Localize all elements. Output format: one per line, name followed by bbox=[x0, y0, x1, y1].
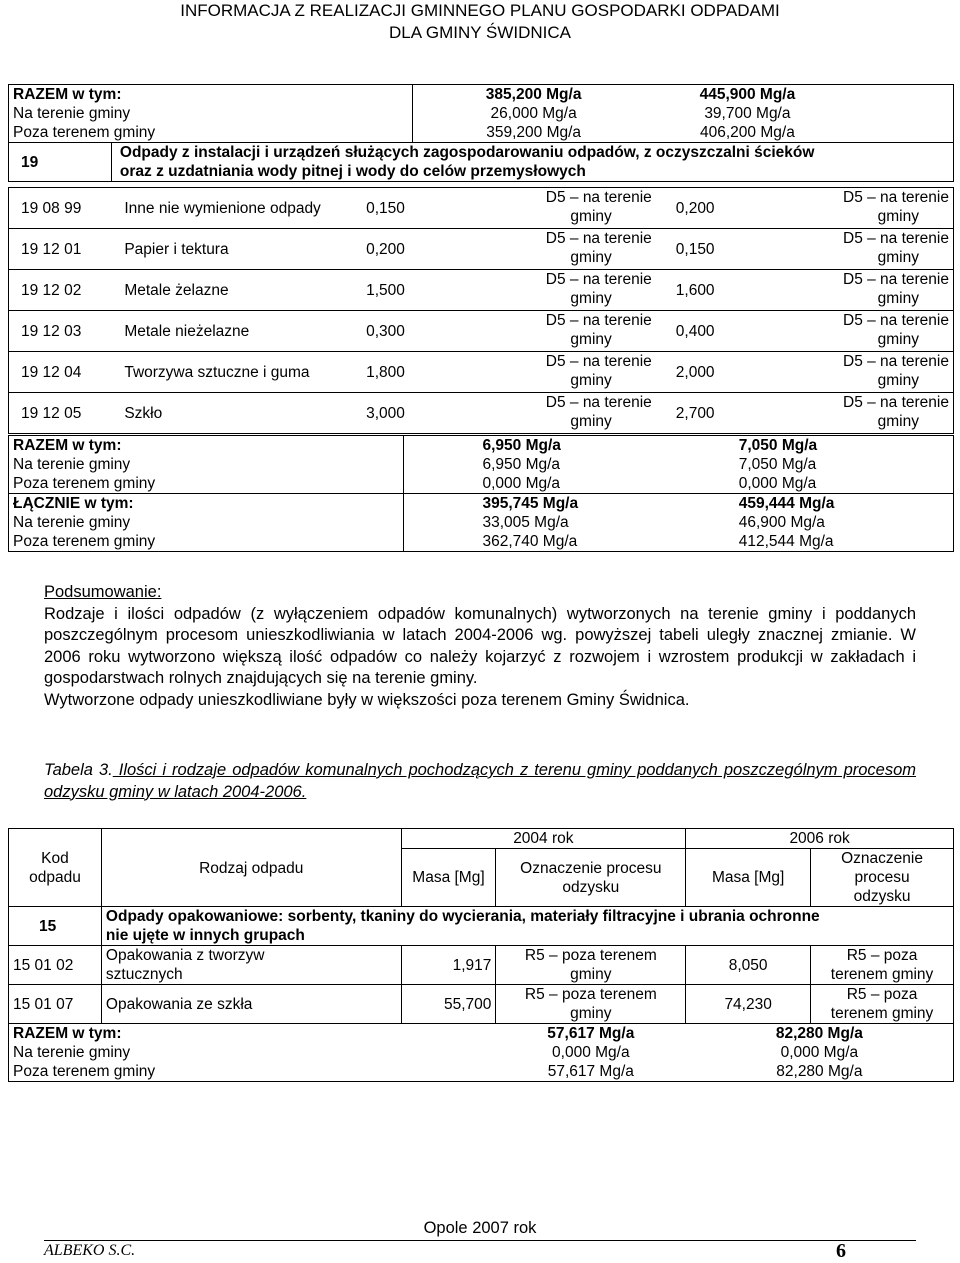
mass-2006: 2,000 bbox=[656, 352, 776, 393]
table-caption bbox=[44, 760, 916, 803]
waste-code: 15 01 02 bbox=[9, 946, 102, 985]
masa-header: Masa [Mg] bbox=[401, 849, 496, 907]
group-title: nie ujęte w innych grupach bbox=[105, 927, 305, 944]
waste-name: sztucznych bbox=[105, 966, 183, 983]
group-code: 19 bbox=[9, 143, 112, 182]
razem-2006: 7,050 Mg/a bbox=[738, 456, 817, 473]
lacznie-2004: 33,005 Mg/a bbox=[482, 514, 569, 531]
process-2006: D5 – na terenie bbox=[843, 353, 949, 370]
lacznie-label: ŁĄCZNIE w tym: bbox=[13, 495, 134, 512]
kod-header: Kod bbox=[41, 849, 69, 867]
mass-2006: 0,200 bbox=[656, 188, 776, 229]
process-2004: D5 – na terenie bbox=[545, 394, 652, 411]
process-2006: R5 – poza bbox=[846, 947, 918, 964]
header-line-1: INFORMACJA Z REALIZACJI GMINNEGO PLANU GOSPODARKI ODPADAMI bbox=[180, 1, 780, 20]
waste-code: 19 12 04 bbox=[9, 352, 121, 393]
process-2004: D5 – na terenie bbox=[545, 353, 652, 370]
razem-2004: 0,000 Mg/a bbox=[482, 475, 561, 492]
process-2004: D5 – na terenie bbox=[545, 312, 652, 329]
razem-row bbox=[9, 436, 954, 494]
process-2006: gminy bbox=[877, 331, 919, 348]
kod-header: odpadu bbox=[29, 868, 81, 886]
total-2004: 359,200 Mg/a bbox=[486, 124, 582, 141]
razem-2004: 57,617 Mg/a bbox=[547, 1063, 634, 1080]
waste-name: Inne nie wymienione odpady bbox=[120, 188, 346, 229]
process-2006: gminy bbox=[877, 249, 919, 266]
waste-name: Metale żelazne bbox=[120, 270, 346, 311]
waste-code: 19 12 05 bbox=[9, 393, 121, 434]
mass-2004: 1,500 bbox=[346, 270, 481, 311]
process-2006: terenem gminy bbox=[830, 966, 934, 983]
proc-header: odzysku bbox=[853, 888, 911, 905]
waste-table-15 bbox=[8, 828, 954, 1082]
waste-code: 19 12 01 bbox=[9, 229, 121, 270]
process-2006: R5 – poza bbox=[846, 986, 918, 1003]
razem-label: Na terenie gminy bbox=[13, 1044, 131, 1061]
waste-row bbox=[9, 352, 954, 393]
waste-name: Tworzywa sztuczne i guma bbox=[120, 352, 346, 393]
waste-table-19-rows bbox=[8, 187, 954, 434]
process-2004: R5 – poza terenem bbox=[524, 986, 657, 1003]
waste-name: Szkło bbox=[120, 393, 346, 434]
waste-code: 19 08 99 bbox=[9, 188, 121, 229]
totals-label: Na terenie gminy bbox=[13, 105, 131, 122]
razem-2006: 82,280 Mg/a bbox=[776, 1063, 863, 1080]
mass-2006: 0,150 bbox=[656, 229, 776, 270]
summary-heading: Podsumowanie: bbox=[44, 583, 162, 601]
mass-2006: 8,050 bbox=[686, 946, 811, 985]
process-2004: D5 – na terenie bbox=[545, 230, 652, 247]
waste-row bbox=[9, 270, 954, 311]
total-2006: 39,700 Mg/a bbox=[704, 105, 791, 122]
lacznie-2006: 46,900 Mg/a bbox=[738, 514, 825, 531]
proc-header: procesu bbox=[854, 869, 910, 886]
process-2004: gminy bbox=[570, 1005, 612, 1022]
year-2004-header: 2004 rok bbox=[401, 829, 686, 849]
mass-2004: 0,300 bbox=[346, 311, 481, 352]
proc-header: Oznaczenie bbox=[841, 850, 923, 867]
process-2004: gminy bbox=[570, 966, 612, 983]
group-title: Odpady opakowaniowe: sorbenty, tkaniny do wycierania, materiały filtracyjne i ubrania ochronne bbox=[105, 908, 820, 925]
waste-name: Metale nieżelazne bbox=[120, 311, 346, 352]
process-2006: D5 – na terenie bbox=[843, 271, 949, 288]
total-2004: 385,200 Mg/a bbox=[485, 86, 582, 103]
mass-2004: 1,917 bbox=[401, 946, 496, 985]
year-2006-header: 2006 rok bbox=[686, 829, 954, 849]
process-2006: gminy bbox=[877, 372, 919, 389]
process-2006: D5 – na terenie bbox=[843, 230, 949, 247]
proc-header: odzysku bbox=[562, 878, 620, 896]
group-code: 15 bbox=[9, 907, 102, 946]
process-2006: gminy bbox=[877, 413, 919, 430]
razem-2004: 57,617 Mg/a bbox=[547, 1025, 635, 1042]
process-2004: gminy bbox=[570, 208, 612, 225]
razem-2004: 0,000 Mg/a bbox=[552, 1044, 630, 1061]
razem-2006: 82,280 Mg/a bbox=[775, 1025, 863, 1042]
process-2004: D5 – na terenie bbox=[545, 271, 652, 288]
process-2006: D5 – na terenie bbox=[843, 189, 949, 206]
summary-paragraph: Wytworzone odpady unieszkodliwiane były w większości poza terenem Gminy Świdnica. bbox=[44, 690, 690, 709]
total-2006: 406,200 Mg/a bbox=[700, 124, 795, 141]
mass-2004: 0,200 bbox=[346, 229, 481, 270]
razem-2006: 0,000 Mg/a bbox=[738, 475, 817, 492]
document-header bbox=[0, 0, 960, 44]
razem-2004: 6,950 Mg/a bbox=[482, 437, 561, 454]
waste-table-19-totals bbox=[8, 435, 954, 552]
waste-row bbox=[9, 393, 954, 434]
process-2004: gminy bbox=[570, 290, 612, 307]
process-2006: terenem gminy bbox=[830, 1005, 934, 1022]
process-2004: gminy bbox=[570, 413, 612, 430]
lacznie-2004: 395,745 Mg/a bbox=[482, 495, 579, 512]
totals-label: Poza terenem gminy bbox=[13, 124, 156, 141]
process-2004: gminy bbox=[570, 372, 612, 389]
masa-header: Masa [Mg] bbox=[686, 849, 811, 907]
razem-2006: 7,050 Mg/a bbox=[738, 437, 818, 454]
lacznie-row bbox=[9, 494, 954, 552]
mass-2006: 74,230 bbox=[686, 985, 811, 1024]
top-totals-row bbox=[9, 85, 954, 143]
razem-label: RAZEM w tym: bbox=[13, 437, 122, 454]
process-2004: gminy bbox=[570, 249, 612, 266]
total-2004: 26,000 Mg/a bbox=[490, 105, 577, 122]
footer-city: Opole 2007 rok bbox=[423, 1219, 537, 1237]
waste-table-19 bbox=[8, 84, 954, 182]
waste-code: 15 01 07 bbox=[9, 985, 102, 1024]
waste-name: Opakowania ze szkła bbox=[105, 995, 253, 1013]
page-number: 6 bbox=[836, 1240, 846, 1262]
mass-2006: 0,400 bbox=[656, 311, 776, 352]
process-2006: gminy bbox=[877, 208, 919, 225]
group-title: oraz z uzdatniania wody pitnej i wody do celów przemysłowych bbox=[119, 163, 586, 180]
razem-label: Poza terenem gminy bbox=[13, 475, 156, 492]
waste-row bbox=[9, 229, 954, 270]
lacznie-2006: 412,544 Mg/a bbox=[738, 533, 834, 550]
footer-divider bbox=[44, 1240, 916, 1241]
waste-code: 19 12 02 bbox=[9, 270, 121, 311]
totals-label: RAZEM w tym: bbox=[13, 86, 122, 103]
waste-code: 19 12 03 bbox=[9, 311, 121, 352]
mass-2004: 1,800 bbox=[346, 352, 481, 393]
table2-head-row-1 bbox=[9, 829, 954, 849]
proc-header: Oznaczenie procesu bbox=[520, 859, 662, 877]
group-row bbox=[9, 907, 954, 946]
razem-2004: 6,950 Mg/a bbox=[482, 456, 561, 473]
rodzaj-header: Rodzaj odpadu bbox=[101, 829, 401, 907]
process-2006: gminy bbox=[877, 290, 919, 307]
waste-name: Papier i tektura bbox=[120, 229, 346, 270]
mass-2004: 0,150 bbox=[346, 188, 481, 229]
total-2006: 445,900 Mg/a bbox=[699, 86, 796, 103]
mass-2006: 1,600 bbox=[656, 270, 776, 311]
caption-label: Tabela 3. bbox=[44, 761, 113, 779]
mass-2004: 55,700 bbox=[401, 985, 496, 1024]
summary-section bbox=[44, 582, 916, 711]
lacznie-2006: 459,444 Mg/a bbox=[738, 495, 835, 512]
waste-row bbox=[9, 188, 954, 229]
process-2006: D5 – na terenie bbox=[843, 312, 949, 329]
group-row bbox=[9, 143, 954, 182]
footer-brand: ALBEKO S.C. bbox=[44, 1242, 136, 1259]
caption-text: Ilości i rodzaje odpadów komunalnych pochodzących z terenu gminy poddanych poszczególnym procesom odzysku gminy w latach 2004-2006. bbox=[44, 761, 917, 801]
razem-label: RAZEM w tym: bbox=[13, 1025, 122, 1042]
waste-row bbox=[9, 985, 954, 1024]
razem-2006: 0,000 Mg/a bbox=[780, 1044, 859, 1061]
mass-2006: 2,700 bbox=[656, 393, 776, 434]
process-2004: D5 – na terenie bbox=[545, 189, 652, 206]
waste-name: Opakowania z tworzyw bbox=[105, 947, 265, 964]
razem-label: Poza terenem gminy bbox=[13, 1063, 156, 1080]
lacznie-label: Poza terenem gminy bbox=[13, 533, 156, 550]
waste-row bbox=[9, 946, 954, 985]
razem-row bbox=[9, 1024, 954, 1082]
waste-row bbox=[9, 311, 954, 352]
lacznie-label: Na terenie gminy bbox=[13, 514, 131, 531]
header-line-2: DLA GMINY ŚWIDNICA bbox=[389, 23, 571, 42]
group-title: Odpady z instalacji i urządzeń służących zagospodarowaniu odpadów, z oczyszczalni ścieków bbox=[119, 144, 815, 161]
process-2006: D5 – na terenie bbox=[843, 394, 949, 411]
mass-2004: 3,000 bbox=[346, 393, 481, 434]
razem-label: Na terenie gminy bbox=[13, 456, 131, 473]
summary-paragraph: Rodzaje i ilości odpadów (z wyłączeniem odpadów komunalnych) wytworzonych na terenie gminy i poddanych poszczególnym procesom unieszkodliwiania w latach 2004-2006 wg. powyższej tabeli uległy znacznej zmianie. W 2006 roku wytworzono większą ilość odpadów co należy kojarzyć z rozwojem i wzrostem produkcji w zakładach i gospodarstwach rolnych znajdujących się na terenie gminy. bbox=[44, 604, 916, 687]
process-2004: gminy bbox=[570, 331, 612, 348]
process-2004: R5 – poza terenem bbox=[524, 947, 657, 964]
lacznie-2004: 362,740 Mg/a bbox=[482, 533, 578, 550]
